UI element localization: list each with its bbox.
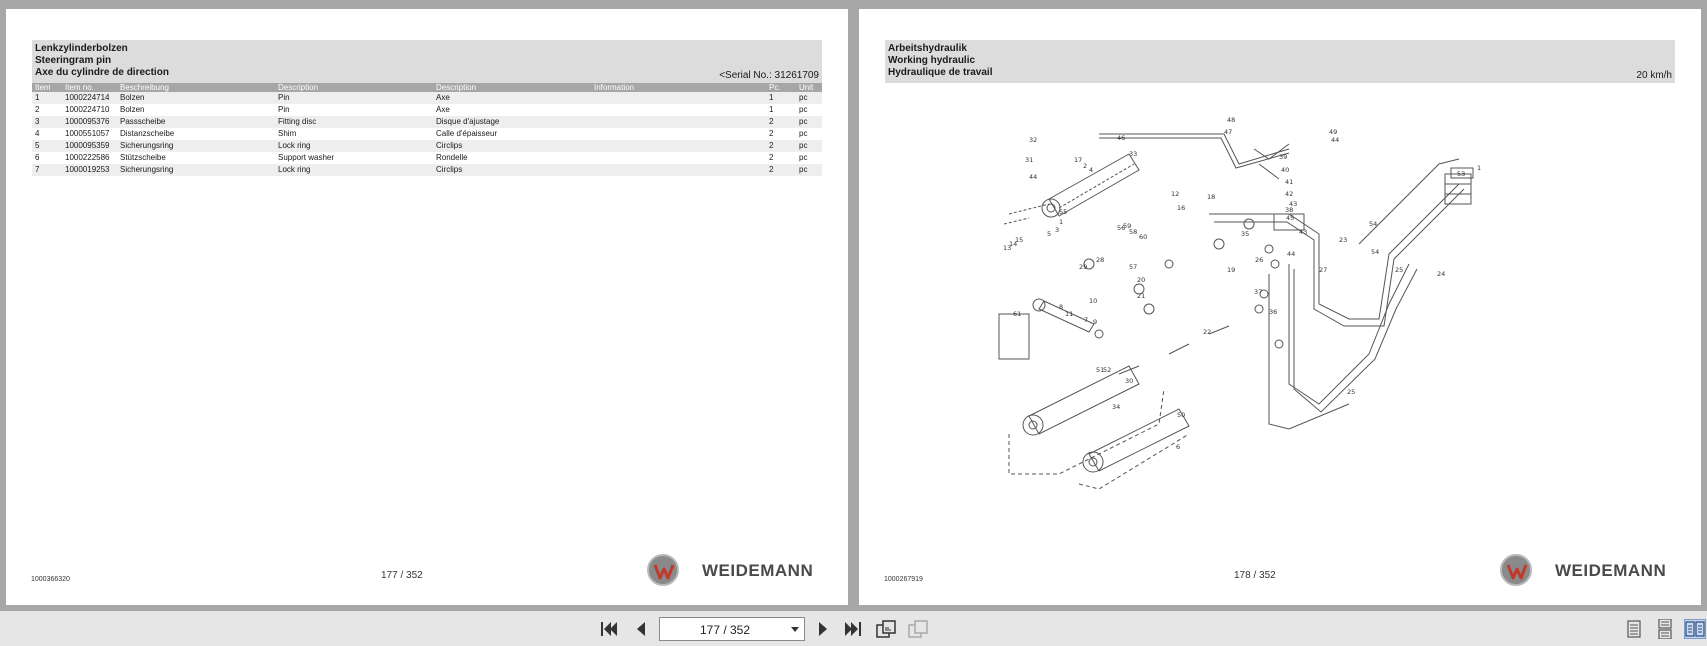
diagram-callout: 3: [1055, 226, 1060, 234]
diagram-callout: 59: [1123, 222, 1132, 230]
diagram-callout: 57: [1129, 263, 1138, 271]
diagram-callout: 35: [1241, 230, 1250, 238]
table-header-row: [32, 83, 822, 92]
diagram-callout: 29: [1079, 263, 1088, 271]
diagram-callout: 39: [1279, 153, 1288, 161]
diagram-callout: 20: [1137, 276, 1146, 284]
diagram-callout: 51: [1096, 366, 1105, 374]
diagram-callout: 43: [1299, 228, 1308, 236]
single-page-icon: [1623, 619, 1645, 639]
continuous-icon: [1654, 619, 1676, 639]
table-cell: Circlips: [433, 164, 591, 176]
speed-spec: 20 km/h: [1636, 70, 1672, 81]
diagram-callout: 24: [1437, 270, 1446, 278]
table-cell: Disque d'ajustage: [433, 116, 591, 128]
diagram-callout: 42: [1285, 190, 1294, 198]
diagram-callout: 48: [1227, 116, 1236, 124]
diagram-callout: 47: [1224, 128, 1233, 136]
table-cell: Sicherungsring: [117, 140, 275, 152]
table-cell: 1000224714: [62, 92, 117, 104]
table-cell: 1000222586: [65, 153, 110, 162]
table-cell: Pin: [275, 92, 433, 104]
diagram-callout: 34: [1112, 403, 1121, 411]
diagram-callout: 56: [1117, 224, 1126, 232]
diagram-callout: 44: [1287, 250, 1296, 258]
prev-page-icon: [630, 619, 652, 639]
diagram-callout: 23: [1339, 236, 1348, 244]
brand-name: WEIDEMANN: [1555, 561, 1667, 580]
table-cell: [591, 92, 766, 104]
table-cell: pc: [799, 105, 808, 114]
diagram-callout: 1: [1477, 164, 1482, 172]
first-page-button[interactable]: [598, 619, 620, 639]
table-cell: [591, 104, 766, 116]
diagram-callout: 33: [1129, 150, 1138, 158]
table-cell: 5: [32, 140, 62, 152]
fit-button[interactable]: [907, 619, 929, 639]
diagram-callout: 53: [1457, 170, 1466, 178]
document-number: 1000267919: [884, 576, 923, 583]
diagram-callout: 46: [1117, 134, 1126, 142]
table-cell: 6: [35, 153, 40, 162]
diagram-callout: 32: [1029, 136, 1038, 144]
table-cell: Stützscheibe: [120, 153, 166, 162]
diagram-callout: 49: [1329, 128, 1338, 136]
column-header: Beschreibung: [117, 83, 275, 92]
diagram-callout: 19: [1227, 266, 1236, 274]
weidemann-logo: [1500, 551, 1700, 591]
diagram-callout: 6: [1176, 443, 1181, 451]
viewer-toolbar: [0, 611, 1707, 646]
next-page-icon: [812, 619, 834, 639]
table-cell: Axe: [433, 92, 591, 104]
diagram-callout: 31: [1025, 156, 1034, 164]
table-cell: 7: [32, 164, 62, 176]
page-number: 177 / 352: [381, 570, 423, 581]
right-page: [859, 9, 1701, 605]
table-cell: Sicherungsring: [117, 164, 275, 176]
diagram-callout: 43: [1289, 200, 1298, 208]
diagram-callout: 60: [1139, 233, 1148, 241]
page-title-en: Working hydraulic: [888, 55, 976, 66]
column-header: Information: [591, 83, 766, 92]
diagram-callout: 50: [1177, 411, 1186, 419]
table-cell: 1000551057: [65, 129, 110, 138]
diagram-callout: 40: [1281, 166, 1290, 174]
diagram-callout: 44: [1029, 173, 1038, 181]
table-cell: pc: [796, 92, 822, 104]
table-row: [32, 128, 822, 140]
weidemann-logo: [647, 551, 847, 591]
table-cell: 2: [766, 116, 796, 128]
table-cell: pc: [799, 153, 808, 162]
continuous-button[interactable]: [1654, 619, 1676, 639]
table-cell: Bolzen: [120, 105, 145, 114]
table-cell: pc: [796, 140, 822, 152]
diagram-callout: 13: [1003, 244, 1012, 252]
table-cell: Distanzscheibe: [120, 129, 175, 138]
page-number: 178 / 352: [1234, 570, 1276, 581]
diagram-callout: 54: [1369, 220, 1378, 228]
table-row: [32, 92, 822, 104]
table-cell: [591, 152, 766, 164]
diagram-callout: 22: [1203, 328, 1212, 336]
diagram-callout: 54: [1371, 248, 1380, 256]
page-title-en: Steeringram pin: [35, 55, 112, 66]
table-cell: 1000095376: [62, 116, 117, 128]
table-cell: 2: [766, 140, 796, 152]
diagram-callout: 14: [1009, 240, 1018, 248]
table-cell: Rondelle: [436, 153, 468, 162]
first-page-icon: [598, 619, 620, 639]
diagram-callout: 38: [1285, 206, 1294, 214]
diagram-callout: 28: [1096, 256, 1105, 264]
table-cell: Lock ring: [275, 140, 433, 152]
diagram-callout: 17: [1074, 156, 1083, 164]
page-header: [32, 40, 822, 83]
column-header: Pc.: [766, 83, 796, 92]
table-cell: 2: [35, 105, 40, 114]
table-cell: Passscheibe: [117, 116, 275, 128]
table-cell: 1000095359: [62, 140, 117, 152]
table-cell: Shim: [278, 129, 297, 138]
table-cell: 2: [766, 164, 796, 176]
single-page-button[interactable]: [1623, 619, 1645, 639]
diagram-callout: 2: [1083, 162, 1088, 170]
diagram-callout: 27: [1319, 266, 1328, 274]
diagram-callout: 12: [1171, 190, 1180, 198]
diagram-callout: 9: [1093, 318, 1098, 326]
table-cell: 4: [35, 129, 40, 138]
diagram-callout: 55: [1059, 208, 1068, 216]
diagram-callout: 37: [1254, 288, 1263, 296]
diagram-callout: 16: [1177, 204, 1186, 212]
page-selector[interactable]: [659, 617, 805, 641]
table-cell: Lock ring: [275, 164, 433, 176]
prev-page-button[interactable]: [630, 619, 652, 639]
table-cell: Axe: [436, 105, 450, 114]
diagram-callout: 5: [1047, 230, 1052, 238]
diagram-callout: 52: [1103, 366, 1112, 374]
diagram-callout: 45: [1286, 214, 1295, 222]
column-header: Description: [275, 83, 433, 92]
table-cell: pc: [799, 129, 808, 138]
brand-name: WEIDEMANN: [702, 561, 814, 580]
diagram-callout: 8: [1059, 303, 1064, 311]
table-cell: [591, 128, 766, 140]
diagram-callout: 15: [1015, 236, 1024, 244]
next-page-button[interactable]: [812, 619, 834, 639]
diagram-callout: 25: [1347, 388, 1356, 396]
chevron-down-icon: [791, 627, 799, 632]
diagram-callout: 18: [1207, 193, 1216, 201]
table-cell: 3: [32, 116, 62, 128]
column-header: Unit: [796, 83, 822, 92]
table-cell: pc: [796, 116, 822, 128]
serial-number: <Serial No.: 31261709: [719, 70, 819, 81]
diagram-callout: 21: [1137, 292, 1146, 300]
page-title-fr: Axe du cylindre de direction: [35, 67, 169, 78]
table-cell: [591, 140, 766, 152]
table-cell: Pin: [278, 105, 290, 114]
parts-table: [32, 83, 822, 176]
page-title-de: Lenkzylinderbolzen: [35, 43, 128, 54]
table-cell: [591, 116, 766, 128]
hydraulic-exploded-diagram: [989, 104, 1489, 524]
column-header: Item no.: [62, 83, 117, 92]
diagram-callout: 10: [1089, 297, 1098, 305]
table-cell: Circlips: [433, 140, 591, 152]
two-page-button[interactable]: [1684, 619, 1706, 639]
table-row: [32, 116, 822, 128]
table-cell: Calle d'épaisseur: [436, 129, 498, 138]
diagram-callout: 58: [1129, 228, 1138, 236]
table-cell: Fitting disc: [275, 116, 433, 128]
diagram-callout: 7: [1084, 316, 1089, 324]
diagram-callout: 61: [1013, 310, 1022, 318]
fit-icon: [907, 619, 929, 639]
page-header: [885, 40, 1675, 83]
column-header: Item: [32, 83, 62, 92]
diagram-callout: 26: [1255, 256, 1264, 264]
table-cell: 2: [769, 153, 774, 162]
diagram-callout: 4: [1089, 166, 1094, 174]
diagram-callout: 36: [1269, 308, 1278, 316]
table-cell: Support washer: [278, 153, 335, 162]
table-cell: [591, 164, 766, 176]
last-page-icon: [842, 619, 864, 639]
table-cell: 1: [766, 92, 796, 104]
weidemann-w-icon: [1500, 554, 1532, 586]
diagram-callout: 25: [1395, 266, 1404, 274]
table-cell: pc: [796, 164, 822, 176]
table-cell: 1000019253: [62, 164, 117, 176]
rotate-icon: [875, 619, 897, 639]
table-cell: 1000224710: [65, 105, 110, 114]
table-cell: 2: [769, 129, 774, 138]
table-cell: Bolzen: [117, 92, 275, 104]
left-page: [6, 9, 848, 605]
table-row: [32, 164, 822, 176]
page-title-fr: Hydraulique de travail: [888, 67, 993, 78]
diagram-callout: 30: [1125, 377, 1134, 385]
diagram-callout: 41: [1285, 178, 1294, 186]
page-title-de: Arbeitshydraulik: [888, 43, 967, 54]
table-row: [32, 104, 822, 116]
two-page-icon: [1685, 620, 1705, 638]
diagram-callout: 44: [1331, 136, 1340, 144]
table-cell: 1: [32, 92, 62, 104]
last-page-button[interactable]: [842, 619, 864, 639]
table-row: [32, 152, 822, 164]
column-header: Description: [433, 83, 591, 92]
diagram-callout: 11: [1065, 310, 1074, 318]
table-row: [32, 140, 822, 152]
rotate-button[interactable]: [875, 619, 897, 639]
table-cell: 1: [769, 105, 774, 114]
diagram-callout: 1: [1059, 218, 1064, 226]
page-selector-value: 177 / 352: [699, 623, 751, 637]
weidemann-w-icon: [647, 554, 679, 586]
document-number: 1000366320: [31, 576, 70, 583]
